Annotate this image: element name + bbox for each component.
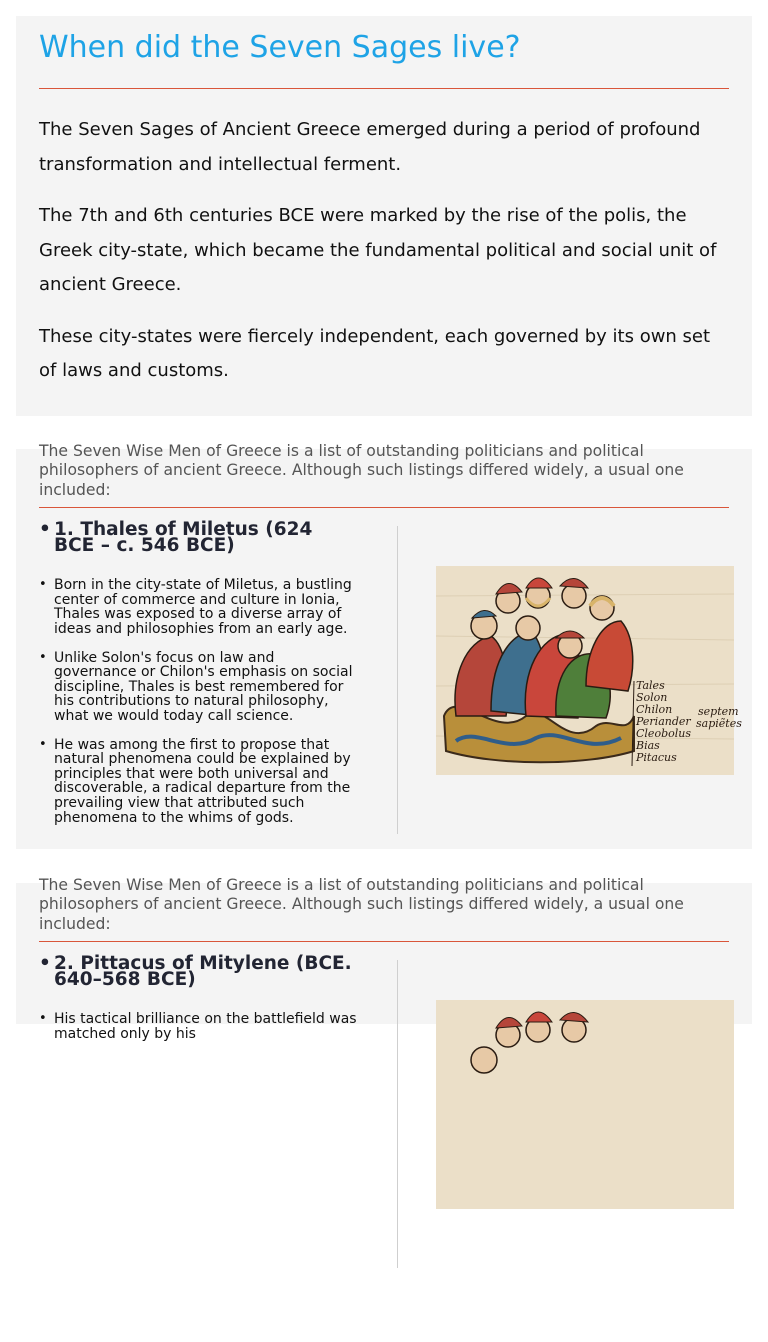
sage-card-pittacus: [16, 876, 752, 1042]
intro-card: [16, 16, 752, 416]
title-divider: [39, 88, 729, 89]
seven-sages-woodcut-image: [436, 1000, 734, 1209]
list-item: • His tactical brilliance on the battlefield was matched only by his: [39, 1012, 359, 1041]
list-item: • Unlike Solon's focus on law and governance or Chilon's emphasis on social discipline, Thales is best remembered for his contributions to natural philosophy, what we would today call science.: [39, 651, 359, 724]
heading-bullet: •: [39, 953, 51, 975]
woodcut-caption-side: septem: [698, 705, 739, 719]
column-divider: [397, 526, 398, 834]
sage-heading: [39, 953, 359, 991]
page-title: When did the Seven Sages live?: [39, 30, 521, 65]
intro-body: [39, 113, 729, 389]
intro-paragraph: The Seven Sages of Ancient Greece emerged during a period of profound transformation and intellectual ferment.: [39, 119, 701, 175]
woodcut-caption-name: Cleobolus: [636, 727, 691, 741]
woodcut-caption-name: Pitacus: [636, 751, 677, 765]
heading-bullet: •: [39, 519, 51, 541]
list-intro: The Seven Wise Men of Greece is a list of outstanding politicians and political philosophers of ancient Greece. Although such listings differed widely, a usual one included:: [39, 442, 684, 499]
sage-heading: [39, 519, 359, 557]
list-item: • He was among the first to propose that natural phenomena could be explained by principles that were both universal and discoverable, a radical departure from the prevailing view that attributed such phenomena to the whims of gods.: [39, 738, 359, 826]
column-divider: [397, 960, 398, 1268]
sage-card-thales: [16, 442, 752, 849]
sage-text-column: [39, 953, 359, 1055]
woodcut-caption-name: Solon: [636, 691, 668, 705]
woodcut-caption-name: Chilon: [636, 703, 673, 717]
list-intro: The Seven Wise Men of Greece is a list of outstanding politicians and political philosophers of ancient Greece. Although such listings differed widely, a usual one included:: [39, 876, 684, 933]
seven-sages-woodcut-image: [436, 566, 742, 775]
sage-points: [39, 578, 359, 825]
woodcut-caption-name: Tales: [636, 679, 665, 693]
woodcut-caption-name: Bias: [636, 739, 660, 753]
intro-paragraph: These city-states were fiercely independent, each governed by its own set of laws and customs.: [39, 325, 711, 381]
list-item: • Born in the city-state of Miletus, a bustling center of commerce and culture in Ionia, Thales was exposed to a diverse array of ideas and philosophies from an early age.: [39, 578, 359, 636]
sage-heading-text: 2. Pittacus of Mitylene (BCE. 640–568 BCE): [54, 953, 352, 991]
sage-heading-text: 1. Thales of Miletus (624 BCE – c. 546 BCE): [54, 519, 313, 557]
intro-paragraph: The 7th and 6th centuries BCE were marked by the rise of the polis, the Greek city-state, which became the fundamental political and social unit of ancient Greece.: [39, 205, 717, 295]
sage-text-column: [39, 519, 359, 839]
woodcut-caption-name: Periander: [636, 715, 691, 729]
sage-columns: [39, 508, 742, 908]
woodcut-caption-side: sapiẽtes: [696, 717, 742, 731]
sage-columns: [39, 942, 729, 1342]
sage-points: [39, 1012, 359, 1041]
